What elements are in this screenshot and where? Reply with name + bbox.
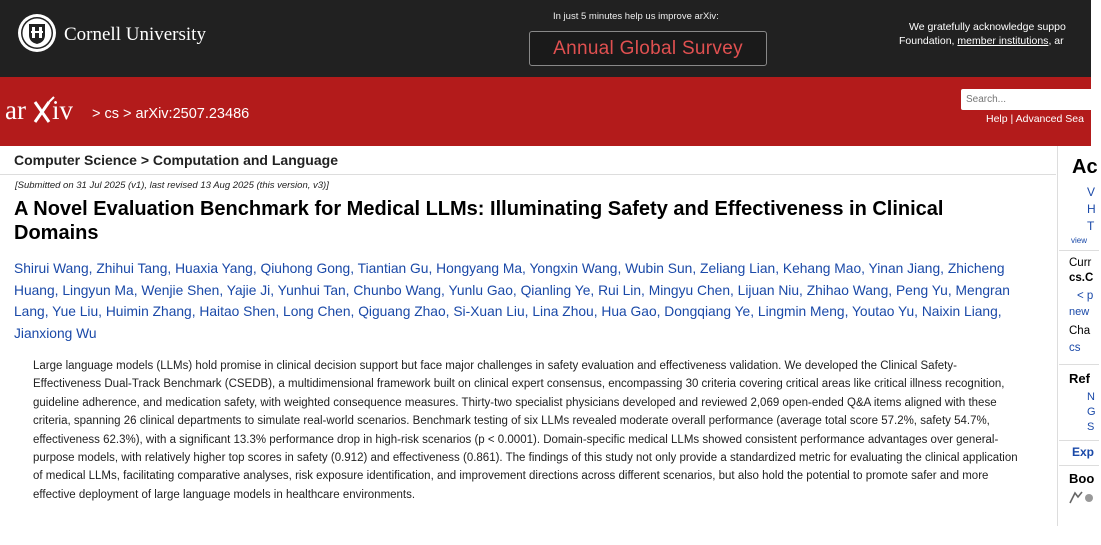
author-list: Shirui Wang, Zhihui Tang, Huaxia Yang, Qiuhong Gong, Tiantian Gu, Hongyang Ma, Yongxin Wang, Wubin Sun, Zeliang Lian, Kehang Mao, Yinan Jiang, Zhicheng Huang, Lingyun Ma, Wenjie Shen, Yajie Ji, Yunhui Tan, Chunbo Wang, Yunlu Gao, Qianling Ye, Rui Lin, Mingyu Chen, Lijuan Niu, Zhihao Wang, Peng Yu, Mengran Lang, Yue Liu, Huimin Zhang, Haitao Shen, Long Chen, Qiguang Zhao, Si-Xuan Liu, Lina Zhou, Hua Gao, Dongqiang Ye, Lingmin Meng, Youtao Yu, Naixin Liang, Jianxiong Wu — [14, 261, 1010, 341]
author-link[interactable]: Peng Yu — [895, 282, 948, 298]
export-citation-link[interactable]: Exp — [1072, 445, 1095, 459]
submission-history: [Submitted on 31 Jul 2025 (v1), last revised 13 Aug 2025 (this version, v3)] — [15, 180, 329, 191]
current-browse-value: cs.C — [1069, 272, 1094, 284]
current-browse-label: Curr — [1069, 257, 1092, 269]
author-link[interactable]: Yajie Ji — [226, 282, 271, 298]
author-link[interactable]: Mingyu Chen — [648, 282, 730, 298]
svg-text:ar: ar — [5, 95, 26, 125]
access-html-link[interactable]: H — [1087, 202, 1096, 216]
author-link[interactable]: Hua Gao — [601, 304, 657, 319]
subject-heading: Computer Science > Computation and Language — [14, 152, 338, 168]
author-link[interactable]: Yue Liu — [52, 304, 99, 319]
author-link[interactable]: Qiguang Zhao — [358, 304, 446, 319]
bookmark-heading: Boo — [1069, 471, 1095, 486]
bookmark-icons[interactable] — [1069, 491, 1097, 505]
change-browse-link[interactable]: cs — [1069, 342, 1081, 354]
author-link[interactable]: Jianxiong Wu — [14, 325, 97, 341]
author-link[interactable]: Lijuan Niu — [737, 282, 800, 298]
author-link[interactable]: Huimin Zhang — [105, 304, 192, 319]
acknowledgement-post: , ar — [1048, 35, 1064, 47]
author-link[interactable]: Chunbo Wang — [353, 282, 442, 298]
author-link[interactable]: Haitao Shen — [199, 304, 276, 319]
survey-prompt: In just 5 minutes help us improve arXiv: — [553, 11, 719, 22]
author-link[interactable]: Kehang Mao — [782, 261, 862, 276]
university-name[interactable]: Cornell University — [64, 24, 206, 45]
help-link[interactable]: Help — [986, 113, 1008, 125]
author-link[interactable]: Wenjie Shen — [141, 282, 220, 298]
references-semantic-link[interactable]: S — [1087, 421, 1095, 433]
references-google-link[interactable]: G — [1087, 406, 1096, 418]
author-link[interactable]: Yinan Jiang — [868, 261, 941, 276]
author-link[interactable]: Zhihui Tang — [96, 261, 168, 276]
breadcrumb[interactable]: > cs > arXiv:2507.23486 — [92, 106, 250, 122]
references-heading: Ref — [1069, 371, 1090, 386]
author-link[interactable]: Yunhui Tan — [277, 282, 346, 298]
change-browse-label: Cha — [1069, 325, 1091, 337]
author-link[interactable]: Tiantian Gu — [357, 261, 429, 276]
author-link[interactable]: Yunlu Gao — [448, 282, 513, 298]
author-link[interactable]: Huaxia Yang — [175, 261, 253, 276]
acknowledgement-pre: Foundation, — [899, 35, 958, 47]
view-license-link[interactable]: view — [1071, 236, 1088, 245]
abstract: Large language models (LLMs) hold promise in clinical decision support but face major challenges in safety evaluation and effectiveness validation. We developed the Clinical Safety-Effectiveness Dual-Track Benchmark (CSEDB), a multidimensional framework built on clinical expert consensus, encompassing 30 criteria covering critical areas like critical illness recognition, guideline adherence, and medication safety, with weighted consequence measures. Thirty-two specialist physicians developed and reviewed 2,069 open-ended Q&A items aligned with these criteria, spanning 26 clinical departments to simulate real-world scenarios. Benchmark testing of six LLMs revealed moderate overall performance (average total score 57.2%, safety 54.7%, effectiveness 62.3%), with a significant 13.3% performance drop in high-risk scenarios (p < 0.0001). Domain-specific medical LLMs showed consistent performance advantages over general-purpose models, with relatively higher top scores in safety (0.912) and effectiveness (0.861). The findings of this study not only provide a standardized metric for evaluating the clinical application of medical LLMs, facilitating comparative analyses, risk exposure identification, and improvement directions across different scenarios, but also hold the potential to promote safer and more effective deployment of large language models in healthcare environments. — [33, 360, 1018, 501]
survey-button[interactable]: Annual Global Survey — [529, 31, 767, 66]
top-banner — [0, 0, 1091, 77]
author-link[interactable]: Zhihao Wang — [806, 282, 889, 298]
author-link[interactable]: Mengran Lang — [14, 282, 1010, 319]
acknowledgement-text-2 — [899, 35, 1064, 47]
author-link[interactable]: Si-Xuan Liu — [453, 304, 525, 319]
author-link[interactable]: Wubin Sun — [625, 261, 693, 276]
author-link[interactable]: Long Chen — [283, 304, 351, 319]
author-link[interactable]: Dongqiang Ye — [664, 304, 751, 319]
author-link[interactable]: Hongyang Ma — [436, 261, 523, 276]
divider — [1059, 250, 1099, 251]
acknowledgement-text: We gratefully acknowledge suppo — [909, 21, 1066, 33]
svg-text:iv: iv — [52, 95, 74, 125]
divider — [1059, 440, 1099, 441]
access-view-link[interactable]: V — [1087, 185, 1096, 199]
arxiv-logo[interactable] — [5, 94, 89, 128]
author-link[interactable]: Zhicheng Huang — [14, 261, 1005, 298]
author-link[interactable]: Yongxin Wang — [529, 261, 618, 276]
prev-link[interactable]: < p — [1077, 290, 1094, 302]
search-input[interactable] — [961, 89, 1101, 110]
sidebar — [1057, 146, 1097, 526]
paper-title: A Novel Evaluation Benchmark for Medical LLMs: Illuminating Safety and Effectiveness in Clinical Domains — [14, 198, 944, 244]
access-heading: Ac — [1072, 156, 1098, 178]
references-nasa-link[interactable]: N — [1087, 391, 1095, 403]
author-link[interactable]: Youtao Yu — [852, 304, 915, 319]
author-link[interactable]: Shirui Wang — [14, 261, 89, 276]
arxiv-header — [0, 77, 1091, 146]
author-link[interactable]: Lina Zhou — [532, 304, 594, 319]
access-tex-link[interactable]: T — [1087, 219, 1095, 233]
author-link[interactable]: Rui Lin — [598, 282, 642, 298]
member-institutions-link[interactable]: member institutions — [957, 35, 1049, 47]
author-link[interactable]: Lingyun Ma — [62, 282, 134, 298]
new-link[interactable]: new — [1069, 306, 1090, 318]
divider — [1059, 465, 1099, 466]
divider — [1059, 364, 1099, 365]
cornell-seal-icon[interactable] — [17, 13, 57, 53]
link-separator: | — [1010, 113, 1014, 125]
author-link[interactable]: Qianling Ye — [520, 282, 591, 298]
author-link[interactable]: Lingmin Meng — [757, 304, 845, 319]
advanced-search-link[interactable]: Advanced Sea — [1015, 113, 1084, 125]
author-link[interactable]: Zeliang Lian — [700, 261, 776, 276]
author-link[interactable]: Naixin Liang — [921, 304, 998, 319]
author-link[interactable]: Qiuhong Gong — [260, 261, 351, 276]
search-links — [986, 113, 1084, 125]
